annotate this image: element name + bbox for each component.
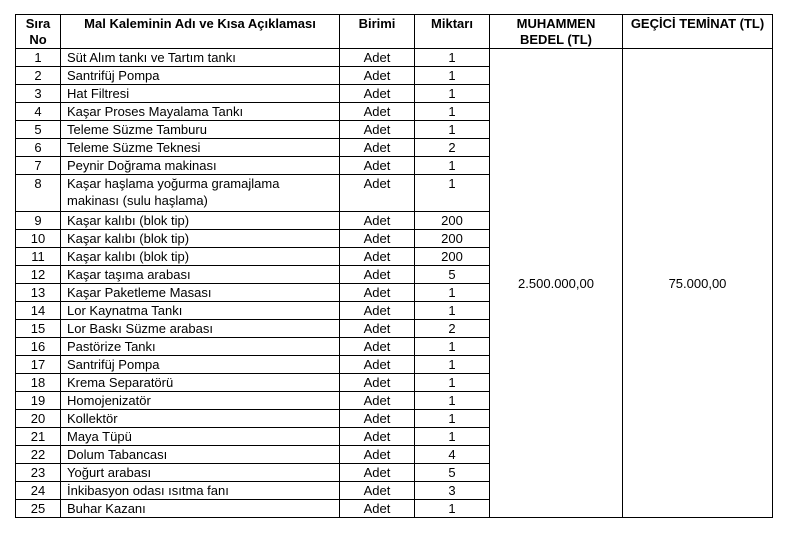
row-no: 2 bbox=[16, 67, 61, 85]
row-quantity: 200 bbox=[415, 248, 490, 266]
row-description: Lor Baskı Süzme arabası bbox=[61, 320, 340, 338]
row-quantity: 1 bbox=[415, 284, 490, 302]
row-unit: Adet bbox=[340, 85, 415, 103]
estimated-cost-value: 2.500.000,00 bbox=[490, 49, 623, 518]
row-quantity: 1 bbox=[415, 356, 490, 374]
row-quantity: 2 bbox=[415, 139, 490, 157]
row-quantity: 1 bbox=[415, 175, 490, 212]
row-quantity: 200 bbox=[415, 212, 490, 230]
row-description: Kaşar kalıbı (blok tip) bbox=[61, 212, 340, 230]
header-provisional-guarantee: GEÇİCİ TEMİNAT (TL) bbox=[623, 15, 773, 49]
row-no: 13 bbox=[16, 284, 61, 302]
row-unit: Adet bbox=[340, 212, 415, 230]
row-description: Süt Alım tankı ve Tartım tankı bbox=[61, 49, 340, 67]
row-quantity: 200 bbox=[415, 230, 490, 248]
row-no: 14 bbox=[16, 302, 61, 320]
row-unit: Adet bbox=[340, 428, 415, 446]
row-quantity: 1 bbox=[415, 410, 490, 428]
row-quantity: 1 bbox=[415, 49, 490, 67]
row-unit: Adet bbox=[340, 374, 415, 392]
row-unit: Adet bbox=[340, 266, 415, 284]
row-description: Peynir Doğrama makinası bbox=[61, 157, 340, 175]
header-quantity: Miktarı bbox=[415, 15, 490, 49]
row-no: 15 bbox=[16, 320, 61, 338]
row-quantity: 1 bbox=[415, 85, 490, 103]
row-description: Dolum Tabancası bbox=[61, 446, 340, 464]
row-no: 12 bbox=[16, 266, 61, 284]
row-no: 11 bbox=[16, 248, 61, 266]
row-unit: Adet bbox=[340, 410, 415, 428]
row-no: 4 bbox=[16, 103, 61, 121]
table-row bbox=[16, 49, 773, 67]
row-quantity: 1 bbox=[415, 338, 490, 356]
row-description: İnkibasyon odası ısıtma fanı bbox=[61, 482, 340, 500]
header-estimated-cost: MUHAMMEN BEDEL (TL) bbox=[490, 15, 623, 49]
row-no: 16 bbox=[16, 338, 61, 356]
row-quantity: 1 bbox=[415, 103, 490, 121]
row-no: 19 bbox=[16, 392, 61, 410]
row-description: Buhar Kazanı bbox=[61, 500, 340, 518]
row-quantity: 5 bbox=[415, 266, 490, 284]
table-body bbox=[16, 49, 773, 518]
row-unit: Adet bbox=[340, 500, 415, 518]
row-no: 1 bbox=[16, 49, 61, 67]
row-description: Teleme Süzme Tamburu bbox=[61, 121, 340, 139]
row-quantity: 1 bbox=[415, 67, 490, 85]
row-unit: Adet bbox=[340, 248, 415, 266]
header-unit: Birimi bbox=[340, 15, 415, 49]
row-unit: Adet bbox=[340, 175, 415, 212]
row-description: Kollektör bbox=[61, 410, 340, 428]
row-no: 21 bbox=[16, 428, 61, 446]
row-quantity: 4 bbox=[415, 446, 490, 464]
row-description: Homojenizatör bbox=[61, 392, 340, 410]
row-no: 23 bbox=[16, 464, 61, 482]
row-quantity: 1 bbox=[415, 500, 490, 518]
row-unit: Adet bbox=[340, 284, 415, 302]
row-no: 3 bbox=[16, 85, 61, 103]
header-description: Mal Kaleminin Adı ve Kısa Açıklaması bbox=[61, 15, 340, 49]
row-unit: Adet bbox=[340, 446, 415, 464]
row-unit: Adet bbox=[340, 482, 415, 500]
header-no: Sıra No bbox=[16, 15, 61, 49]
row-description: Kaşar kalıbı (blok tip) bbox=[61, 248, 340, 266]
row-no: 7 bbox=[16, 157, 61, 175]
row-unit: Adet bbox=[340, 464, 415, 482]
row-no: 25 bbox=[16, 500, 61, 518]
row-description: Lor Kaynatma Tankı bbox=[61, 302, 340, 320]
row-no: 5 bbox=[16, 121, 61, 139]
row-description: Teleme Süzme Teknesi bbox=[61, 139, 340, 157]
row-quantity: 1 bbox=[415, 157, 490, 175]
row-description: Maya Tüpü bbox=[61, 428, 340, 446]
row-no: 9 bbox=[16, 212, 61, 230]
row-quantity: 1 bbox=[415, 374, 490, 392]
provisional-guarantee-value: 75.000,00 bbox=[623, 49, 773, 518]
row-description: Santrifüj Pompa bbox=[61, 67, 340, 85]
row-description: Yoğurt arabası bbox=[61, 464, 340, 482]
row-description: Santrifüj Pompa bbox=[61, 356, 340, 374]
row-quantity: 2 bbox=[415, 320, 490, 338]
row-no: 24 bbox=[16, 482, 61, 500]
row-unit: Adet bbox=[340, 49, 415, 67]
row-unit: Adet bbox=[340, 121, 415, 139]
row-unit: Adet bbox=[340, 302, 415, 320]
row-quantity: 1 bbox=[415, 302, 490, 320]
row-unit: Adet bbox=[340, 338, 415, 356]
row-unit: Adet bbox=[340, 103, 415, 121]
row-description: Kaşar haşlama yoğurma gramajlama makinası (sulu haşlama) bbox=[61, 175, 340, 212]
row-unit: Adet bbox=[340, 67, 415, 85]
row-quantity: 1 bbox=[415, 392, 490, 410]
row-quantity: 1 bbox=[415, 428, 490, 446]
row-unit: Adet bbox=[340, 157, 415, 175]
tender-items-table bbox=[15, 14, 773, 518]
row-unit: Adet bbox=[340, 320, 415, 338]
row-no: 17 bbox=[16, 356, 61, 374]
row-description: Kaşar Paketleme Masası bbox=[61, 284, 340, 302]
row-description: Kaşar kalıbı (blok tip) bbox=[61, 230, 340, 248]
row-unit: Adet bbox=[340, 139, 415, 157]
row-no: 22 bbox=[16, 446, 61, 464]
row-quantity: 5 bbox=[415, 464, 490, 482]
row-description: Hat Filtresi bbox=[61, 85, 340, 103]
row-quantity: 3 bbox=[415, 482, 490, 500]
row-unit: Adet bbox=[340, 230, 415, 248]
row-no: 8 bbox=[16, 175, 61, 212]
row-no: 6 bbox=[16, 139, 61, 157]
row-no: 10 bbox=[16, 230, 61, 248]
row-description: Kaşar Proses Mayalama Tankı bbox=[61, 103, 340, 121]
row-quantity: 1 bbox=[415, 121, 490, 139]
row-unit: Adet bbox=[340, 392, 415, 410]
header-row bbox=[16, 15, 773, 49]
row-description: Pastörize Tankı bbox=[61, 338, 340, 356]
row-no: 20 bbox=[16, 410, 61, 428]
row-no: 18 bbox=[16, 374, 61, 392]
row-description: Krema Separatörü bbox=[61, 374, 340, 392]
row-unit: Adet bbox=[340, 356, 415, 374]
row-description: Kaşar taşıma arabası bbox=[61, 266, 340, 284]
